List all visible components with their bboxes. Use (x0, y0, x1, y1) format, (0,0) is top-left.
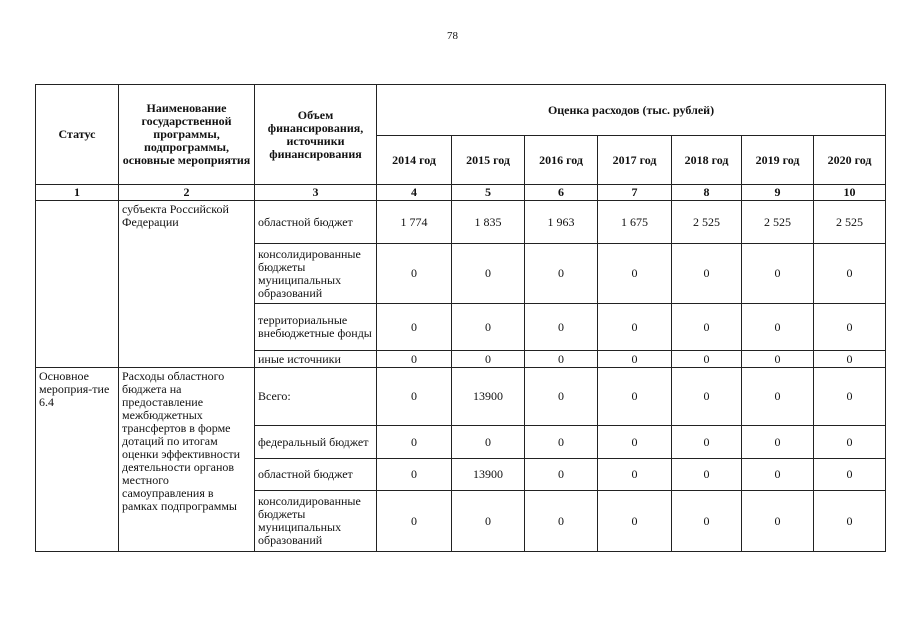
column-number: 9 (742, 185, 814, 201)
value-cell: 0 (742, 304, 814, 351)
value-cell: 0 (377, 491, 452, 552)
value-cell: 0 (525, 426, 598, 459)
header-status: Статус (36, 85, 119, 185)
value-cell: 0 (377, 244, 452, 304)
value-cell: 0 (525, 351, 598, 368)
header-year: 2020 год (814, 136, 886, 185)
page-number: 78 (447, 30, 458, 42)
header-year: 2018 год (672, 136, 742, 185)
column-number-row (36, 185, 886, 201)
status-cell (36, 201, 119, 368)
column-number: 3 (255, 185, 377, 201)
column-number: 10 (814, 185, 886, 201)
value-cell: 0 (742, 491, 814, 552)
value-cell: 0 (672, 368, 742, 426)
value-cell: 0 (598, 351, 672, 368)
header-name: Наименование государственной программы, подпрограммы, основные мероприятия (119, 85, 255, 185)
column-number: 6 (525, 185, 598, 201)
value-cell: 0 (672, 491, 742, 552)
value-cell: 0 (452, 244, 525, 304)
value-cell: 0 (598, 244, 672, 304)
value-cell: 0 (525, 491, 598, 552)
value-cell: 0 (598, 426, 672, 459)
table-row (36, 201, 886, 244)
value-cell: 0 (598, 459, 672, 491)
value-cell: 1 774 (377, 201, 452, 244)
column-number: 2 (119, 185, 255, 201)
header-year: 2015 год (452, 136, 525, 185)
value-cell: 0 (452, 491, 525, 552)
value-cell: 0 (452, 426, 525, 459)
value-cell: 0 (742, 351, 814, 368)
header-year: 2019 год (742, 136, 814, 185)
column-number: 8 (672, 185, 742, 201)
budget-table (35, 84, 886, 552)
value-cell: 2 525 (742, 201, 814, 244)
column-number: 7 (598, 185, 672, 201)
source-cell: территориальные внебюджетные фонды (255, 304, 377, 351)
value-cell: 13900 (452, 459, 525, 491)
value-cell: 0 (525, 368, 598, 426)
value-cell: 0 (672, 351, 742, 368)
name-cell: субъекта Российской Федерации (119, 201, 255, 368)
value-cell: 0 (377, 368, 452, 426)
value-cell: 0 (672, 244, 742, 304)
header-volume: Объем финансирования, источники финансирования (255, 85, 377, 185)
column-number: 1 (36, 185, 119, 201)
value-cell: 0 (525, 244, 598, 304)
source-cell: федеральный бюджет (255, 426, 377, 459)
value-cell: 1 835 (452, 201, 525, 244)
value-cell: 1 675 (598, 201, 672, 244)
value-cell: 0 (814, 351, 886, 368)
value-cell: 0 (598, 368, 672, 426)
value-cell: 0 (525, 459, 598, 491)
source-cell: Всего: (255, 368, 377, 426)
value-cell: 13900 (452, 368, 525, 426)
value-cell: 0 (814, 244, 886, 304)
value-cell: 0 (742, 244, 814, 304)
value-cell: 1 963 (525, 201, 598, 244)
name-cell: Расходы областного бюджета на предоставление межбюджетных трансфертов в форме дотаций по итогам оценки эффективности деятельности органов местного самоуправления в рамках подпрограммы (119, 368, 255, 552)
source-cell: иные источники (255, 351, 377, 368)
value-cell: 0 (814, 491, 886, 552)
header-year: 2017 год (598, 136, 672, 185)
value-cell: 2 525 (672, 201, 742, 244)
source-cell: областной бюджет (255, 459, 377, 491)
value-cell: 0 (742, 426, 814, 459)
table-row (36, 368, 886, 426)
value-cell: 0 (377, 459, 452, 491)
source-cell: областной бюджет (255, 201, 377, 244)
value-cell: 0 (377, 351, 452, 368)
value-cell: 0 (452, 351, 525, 368)
value-cell: 0 (598, 491, 672, 552)
value-cell: 0 (672, 304, 742, 351)
value-cell: 0 (377, 304, 452, 351)
value-cell: 0 (814, 304, 886, 351)
header-year: 2014 год (377, 136, 452, 185)
value-cell: 0 (814, 368, 886, 426)
value-cell: 0 (672, 459, 742, 491)
source-cell: консолидированные бюджеты муниципальных образований (255, 491, 377, 552)
source-cell: консолидированные бюджеты муниципальных образований (255, 244, 377, 304)
value-cell: 0 (742, 368, 814, 426)
header-estimate: Оценка расходов (тыс. рублей) (377, 85, 886, 136)
value-cell: 0 (814, 459, 886, 491)
value-cell: 0 (742, 459, 814, 491)
column-number: 4 (377, 185, 452, 201)
value-cell: 0 (598, 304, 672, 351)
column-number: 5 (452, 185, 525, 201)
value-cell: 0 (525, 304, 598, 351)
status-cell: Основное мероприя-тие 6.4 (36, 368, 119, 552)
header-row (36, 85, 886, 136)
header-year: 2016 год (525, 136, 598, 185)
value-cell: 0 (672, 426, 742, 459)
value-cell: 0 (377, 426, 452, 459)
value-cell: 2 525 (814, 201, 886, 244)
value-cell: 0 (814, 426, 886, 459)
value-cell: 0 (452, 304, 525, 351)
